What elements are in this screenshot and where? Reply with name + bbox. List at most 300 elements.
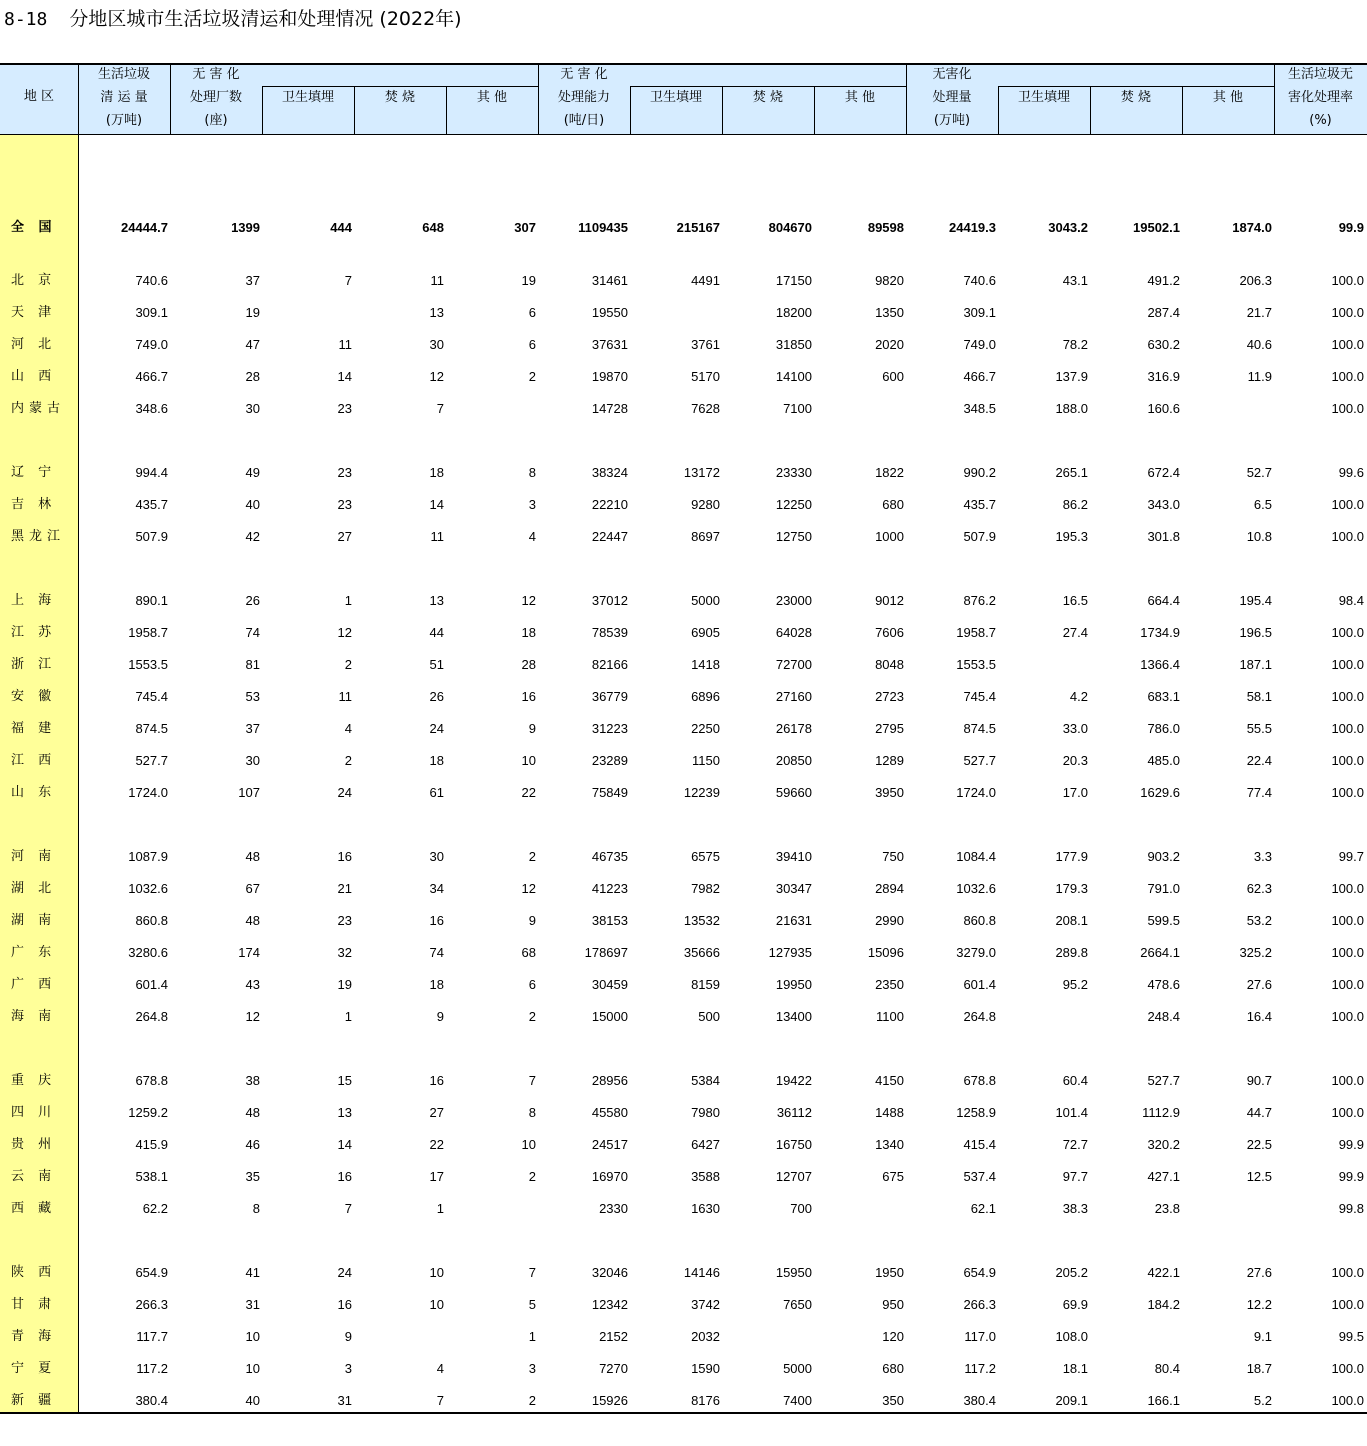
value-cell: 7980 <box>691 1105 720 1120</box>
header-capacity-incineration: 焚 烧 <box>752 90 784 105</box>
value-cell: 9012 <box>875 593 904 608</box>
value-cell: 316.9 <box>1147 369 1180 384</box>
value-cell: 15926 <box>591 1393 628 1408</box>
value-cell: 100.0 <box>1331 1361 1364 1376</box>
value-cell: 16 <box>337 1169 352 1184</box>
value-cell: 43 <box>245 977 260 992</box>
value-cell: 108.0 <box>1055 1329 1088 1344</box>
value-cell: 21631 <box>775 913 812 928</box>
value-cell: 23 <box>337 401 352 416</box>
value-cell: 1259.2 <box>128 1105 168 1120</box>
value-cell: 435.7 <box>963 497 996 512</box>
value-cell <box>1092 1321 1180 1353</box>
value-cell: 8 <box>528 1105 536 1120</box>
value-cell: 7 <box>344 273 352 288</box>
value-cell: 24419.3 <box>949 220 996 235</box>
value-cell: 2 <box>528 849 536 864</box>
header-rule <box>262 86 538 87</box>
value-cell: 2250 <box>691 721 720 736</box>
value-cell: 23289 <box>591 753 628 768</box>
value-cell: 30459 <box>591 977 628 992</box>
value-cell: 62.2 <box>142 1201 168 1216</box>
value-cell: 7400 <box>783 1393 812 1408</box>
value-cell: 51 <box>429 657 444 672</box>
value-cell: 527.7 <box>1147 1073 1180 1088</box>
value-cell: 664.4 <box>1147 593 1180 608</box>
value-cell: 654.9 <box>963 1265 996 1280</box>
value-cell: 8159 <box>691 977 720 992</box>
value-cell: 6905 <box>691 625 720 640</box>
value-cell: 18 <box>429 465 444 480</box>
header-plants-landfill: 卫生填埋 <box>281 90 334 105</box>
value-cell: 24 <box>429 721 444 736</box>
value-cell: 12.5 <box>1246 1169 1272 1184</box>
value-cell: 10 <box>429 1297 444 1312</box>
value-cell <box>816 1193 904 1225</box>
value-cell: 99.8 <box>1338 1201 1364 1216</box>
value-cell: 14146 <box>683 1265 720 1280</box>
value-cell: 10 <box>429 1265 444 1280</box>
value-cell: 380.4 <box>963 1393 996 1408</box>
value-cell: 7628 <box>691 401 720 416</box>
value-cell: 27.6 <box>1246 1265 1272 1280</box>
table-row <box>0 1257 1367 1289</box>
value-cell: 16 <box>337 1297 352 1312</box>
value-cell: 1958.7 <box>956 625 996 640</box>
value-cell: 37 <box>245 721 260 736</box>
value-cell: 1032.6 <box>128 881 168 896</box>
table-row <box>0 1065 1367 1097</box>
value-cell: 678.8 <box>963 1073 996 1088</box>
value-cell: 62.1 <box>970 1201 996 1216</box>
value-cell: 19550 <box>591 305 628 320</box>
value-cell: 100.0 <box>1331 625 1364 640</box>
table-row <box>0 841 1367 873</box>
header-capacity-other: 其 他 <box>844 90 876 105</box>
value-cell: 36112 <box>776 1105 812 1120</box>
value-cell: 44.7 <box>1246 1105 1272 1120</box>
value-cell: 174 <box>238 945 260 960</box>
value-cell: 325.2 <box>1239 945 1272 960</box>
value-cell: 2723 <box>875 689 904 704</box>
value-cell: 78539 <box>591 625 628 640</box>
value-cell: 507.9 <box>135 529 168 544</box>
header-capacity-landfill: 卫生填埋 <box>649 90 702 105</box>
value-cell: 1950 <box>875 1265 904 1280</box>
value-cell: 950 <box>882 1297 904 1312</box>
region-name: 北 京 <box>11 273 57 288</box>
value-cell: 4150 <box>875 1073 904 1088</box>
table-row <box>0 1193 1367 1225</box>
value-cell: 903.2 <box>1147 849 1180 864</box>
value-cell: 2330 <box>599 1201 628 1216</box>
value-cell: 38.3 <box>1062 1201 1088 1216</box>
region-name: 江 西 <box>11 753 57 768</box>
table-code: 8-18 <box>4 9 48 30</box>
value-cell: 5000 <box>783 1361 812 1376</box>
value-cell: 100.0 <box>1331 305 1364 320</box>
header-capacity-unit: (吨/日) <box>563 113 605 128</box>
value-cell: 40 <box>245 497 260 512</box>
value-cell: 19 <box>245 305 260 320</box>
value-cell: 16 <box>521 689 536 704</box>
value-cell: 2 <box>528 1169 536 1184</box>
value-cell: 264.8 <box>963 1009 996 1024</box>
value-cell: 17 <box>429 1169 444 1184</box>
value-cell: 2 <box>344 753 352 768</box>
value-cell: 16 <box>429 913 444 928</box>
value-cell: 30 <box>245 753 260 768</box>
value-cell: 491.2 <box>1147 273 1180 288</box>
value-cell: 33.0 <box>1062 721 1088 736</box>
header-amount-other: 其 他 <box>1212 90 1244 105</box>
value-cell: 750 <box>882 849 904 864</box>
value-cell: 648 <box>422 220 444 235</box>
value-cell: 21.7 <box>1246 305 1272 320</box>
header-plants-other: 其 他 <box>476 90 508 105</box>
value-cell: 17.0 <box>1062 785 1088 800</box>
value-cell: 1258.9 <box>956 1105 996 1120</box>
header-amount-incineration: 焚 烧 <box>1120 90 1152 105</box>
value-cell: 287.4 <box>1147 305 1180 320</box>
value-cell: 166.1 <box>1147 1393 1180 1408</box>
value-cell: 38324 <box>591 465 628 480</box>
value-cell: 23 <box>337 497 352 512</box>
table-row <box>0 457 1367 489</box>
value-cell: 19422 <box>775 1073 812 1088</box>
region-name: 浙 江 <box>11 657 57 672</box>
value-cell: 601.4 <box>963 977 996 992</box>
value-cell: 309.1 <box>963 305 996 320</box>
value-cell: 1032.6 <box>956 881 996 896</box>
value-cell: 6896 <box>691 689 720 704</box>
value-cell: 599.5 <box>1147 913 1180 928</box>
value-cell: 1000 <box>875 529 904 544</box>
value-cell: 100.0 <box>1331 273 1364 288</box>
value-cell: 6575 <box>691 849 720 864</box>
value-cell: 6.5 <box>1253 497 1272 512</box>
value-cell: 20.3 <box>1062 753 1088 768</box>
value-cell: 100.0 <box>1331 369 1364 384</box>
value-cell: 208.1 <box>1055 913 1088 928</box>
value-cell: 1629.6 <box>1140 785 1180 800</box>
value-cell: 23.8 <box>1154 1201 1180 1216</box>
value-cell: 791.0 <box>1147 881 1180 896</box>
region-name: 福 建 <box>11 721 57 736</box>
value-cell: 100.0 <box>1331 1009 1364 1024</box>
region-name: 河 南 <box>11 849 57 864</box>
value-cell: 7 <box>344 1201 352 1216</box>
value-cell: 99.9 <box>1338 220 1364 235</box>
bottom-rule <box>0 1412 1367 1414</box>
value-cell: 1150 <box>692 753 720 768</box>
value-cell: 6 <box>528 337 536 352</box>
value-cell: 117.2 <box>136 1361 168 1376</box>
value-cell: 27 <box>337 529 352 544</box>
value-cell: 12250 <box>775 497 812 512</box>
value-cell: 16970 <box>591 1169 628 1184</box>
table-row <box>0 777 1367 809</box>
value-cell: 16 <box>337 849 352 864</box>
value-cell: 745.4 <box>135 689 168 704</box>
value-cell: 74 <box>429 945 444 960</box>
value-cell: 184.2 <box>1147 1297 1180 1312</box>
value-cell: 9 <box>528 913 536 928</box>
region-name: 云 南 <box>11 1169 57 1184</box>
value-cell: 64028 <box>775 625 812 640</box>
value-cell: 1 <box>344 593 352 608</box>
value-cell: 527.7 <box>135 753 168 768</box>
value-cell: 7 <box>436 1393 444 1408</box>
value-cell <box>356 1321 444 1353</box>
value-cell: 3 <box>344 1361 352 1376</box>
value-cell: 117.2 <box>964 1361 996 1376</box>
value-cell: 1 <box>344 1009 352 1024</box>
value-cell: 7606 <box>875 625 904 640</box>
value-cell: 43.1 <box>1062 273 1088 288</box>
value-cell: 9.1 <box>1253 1329 1272 1344</box>
value-cell: 53 <box>245 689 260 704</box>
value-cell: 101.4 <box>1055 1105 1088 1120</box>
value-cell: 415.9 <box>135 1137 168 1152</box>
value-cell: 466.7 <box>135 369 168 384</box>
value-cell: 3043.2 <box>1048 220 1088 235</box>
value-cell: 1488 <box>875 1105 904 1120</box>
table-row <box>0 1321 1367 1353</box>
value-cell: 107 <box>238 785 260 800</box>
value-cell <box>1000 649 1088 681</box>
value-cell: 786.0 <box>1147 721 1180 736</box>
value-cell: 1553.5 <box>956 657 996 672</box>
value-cell: 13532 <box>683 913 720 928</box>
value-cell: 187.1 <box>1239 657 1272 672</box>
value-cell: 22210 <box>591 497 628 512</box>
value-cell: 74 <box>245 625 260 640</box>
region-name: 贵 州 <box>11 1137 57 1152</box>
value-cell: 90.7 <box>1246 1073 1272 1088</box>
table-row <box>0 521 1367 553</box>
value-cell: 117.7 <box>136 1329 168 1344</box>
value-cell: 5000 <box>691 593 720 608</box>
value-cell: 23 <box>337 465 352 480</box>
value-cell <box>1184 1193 1272 1225</box>
region-name: 江 苏 <box>11 625 57 640</box>
value-cell: 195.4 <box>1239 593 1272 608</box>
value-cell: 2 <box>344 657 352 672</box>
value-cell: 22.5 <box>1246 1137 1272 1152</box>
data-table <box>0 63 1367 1415</box>
value-cell: 478.6 <box>1147 977 1180 992</box>
region-name: 吉 林 <box>11 497 57 512</box>
value-cell: 307 <box>514 220 536 235</box>
value-cell: 11 <box>430 273 444 288</box>
value-cell <box>724 1321 812 1353</box>
value-cell: 2 <box>528 1393 536 1408</box>
value-cell: 46 <box>245 1137 260 1152</box>
value-cell: 1418 <box>691 657 720 672</box>
value-cell: 48 <box>245 849 260 864</box>
value-cell: 30347 <box>775 881 812 896</box>
value-cell: 444 <box>330 220 352 235</box>
value-cell: 22 <box>429 1137 444 1152</box>
value-cell: 876.2 <box>963 593 996 608</box>
value-cell: 17150 <box>775 273 812 288</box>
region-name: 辽 宁 <box>11 465 57 480</box>
value-cell: 320.2 <box>1147 1137 1180 1152</box>
value-cell: 680 <box>882 1361 904 1376</box>
header-capacity-line2: 处理能力 <box>557 90 610 105</box>
header-amount-line1: 无害化 <box>932 67 972 82</box>
value-cell: 68 <box>521 945 536 960</box>
region-name: 山 东 <box>11 785 57 800</box>
value-cell: 160.6 <box>1147 401 1180 416</box>
value-cell: 18 <box>521 625 536 640</box>
value-cell: 4 <box>344 721 352 736</box>
value-cell: 678.8 <box>135 1073 168 1088</box>
value-cell: 100.0 <box>1331 401 1364 416</box>
value-cell <box>264 297 352 329</box>
value-cell: 127935 <box>768 945 812 960</box>
value-cell: 99.5 <box>1338 1329 1364 1344</box>
value-cell: 14 <box>429 497 444 512</box>
table-row <box>0 297 1367 329</box>
value-cell: 15 <box>337 1073 352 1088</box>
value-cell <box>632 297 720 329</box>
value-cell: 350 <box>882 1393 904 1408</box>
value-cell: 38153 <box>591 913 628 928</box>
value-cell: 11 <box>338 337 352 352</box>
value-cell: 95.2 <box>1062 977 1088 992</box>
value-cell: 1289 <box>875 753 904 768</box>
value-cell: 99.9 <box>1338 1137 1364 1152</box>
value-cell: 53.2 <box>1246 913 1272 928</box>
value-cell: 7650 <box>783 1297 812 1312</box>
value-cell: 67 <box>245 881 260 896</box>
value-cell: 46735 <box>591 849 628 864</box>
value-cell: 97.7 <box>1062 1169 1088 1184</box>
value-cell: 18 <box>429 753 444 768</box>
header-capacity-line1: 无 害 化 <box>560 67 608 82</box>
value-cell: 14728 <box>591 401 628 416</box>
value-cell: 5 <box>528 1297 536 1312</box>
value-cell: 48 <box>245 913 260 928</box>
value-cell: 60.4 <box>1062 1073 1088 1088</box>
value-cell: 265.1 <box>1055 465 1088 480</box>
value-cell <box>448 1193 536 1225</box>
value-cell: 55.5 <box>1246 721 1272 736</box>
value-cell: 2 <box>528 1009 536 1024</box>
value-cell: 86.2 <box>1062 497 1088 512</box>
value-cell: 427.1 <box>1147 1169 1180 1184</box>
value-cell: 3742 <box>691 1297 720 1312</box>
value-cell: 3761 <box>691 337 720 352</box>
value-cell: 14100 <box>775 369 812 384</box>
value-cell: 27.4 <box>1062 625 1088 640</box>
region-name: 全 国 <box>11 220 57 235</box>
value-cell: 2 <box>528 369 536 384</box>
region-name: 甘 肃 <box>11 1297 57 1312</box>
value-cell: 9820 <box>875 273 904 288</box>
value-cell: 28 <box>245 369 260 384</box>
value-cell: 31461 <box>591 273 628 288</box>
value-cell: 100.0 <box>1331 337 1364 352</box>
value-cell: 343.0 <box>1147 497 1180 512</box>
value-cell: 309.1 <box>135 305 168 320</box>
value-cell: 72700 <box>775 657 812 672</box>
value-cell: 2664.1 <box>1140 945 1180 960</box>
table-row <box>0 329 1367 361</box>
value-cell: 137.9 <box>1055 369 1088 384</box>
value-cell: 248.4 <box>1147 1009 1180 1024</box>
value-cell: 890.1 <box>135 593 168 608</box>
value-cell: 994.4 <box>135 465 168 480</box>
table-row <box>0 1129 1367 1161</box>
value-cell: 1112.9 <box>1142 1105 1180 1120</box>
value-cell: 61 <box>429 785 444 800</box>
value-cell: 100.0 <box>1331 753 1364 768</box>
header-rule <box>630 86 906 87</box>
table-row <box>0 265 1367 297</box>
value-cell: 18 <box>429 977 444 992</box>
table-row <box>0 649 1367 681</box>
header-amount-line2: 处理量 <box>932 90 972 105</box>
value-cell: 5.2 <box>1253 1393 1272 1408</box>
region-name: 陕 西 <box>11 1265 57 1280</box>
value-cell: 22.4 <box>1246 753 1272 768</box>
value-cell: 100.0 <box>1331 1073 1364 1088</box>
value-cell: 31850 <box>775 337 812 352</box>
value-cell: 12342 <box>591 1297 628 1312</box>
value-cell <box>448 393 536 425</box>
value-cell: 98.4 <box>1338 593 1364 608</box>
table-title <box>4 4 462 34</box>
value-cell: 749.0 <box>135 337 168 352</box>
value-cell: 654.9 <box>135 1265 168 1280</box>
value-cell: 8176 <box>691 1393 720 1408</box>
header-volume-unit: (万吨) <box>105 113 143 128</box>
value-cell: 178697 <box>584 945 628 960</box>
value-cell: 9 <box>344 1329 352 1344</box>
value-cell: 48 <box>245 1105 260 1120</box>
value-cell: 1350 <box>875 305 904 320</box>
value-cell: 80.4 <box>1154 1361 1180 1376</box>
value-cell: 38 <box>245 1073 260 1088</box>
value-cell: 12 <box>245 1009 260 1024</box>
value-cell: 630.2 <box>1147 337 1180 352</box>
value-cell: 990.2 <box>963 465 996 480</box>
region-name: 黑龙江 <box>11 529 66 544</box>
value-cell: 1399 <box>231 220 260 235</box>
value-cell: 31 <box>245 1297 260 1312</box>
table-row <box>0 681 1367 713</box>
value-cell: 4 <box>436 1361 444 1376</box>
table-row <box>0 1097 1367 1129</box>
value-cell: 44 <box>429 625 444 640</box>
value-cell: 209.1 <box>1055 1393 1088 1408</box>
value-cell: 4.2 <box>1069 689 1088 704</box>
value-cell: 7 <box>528 1265 536 1280</box>
value-cell: 1734.9 <box>1140 625 1180 640</box>
value-cell: 1340 <box>875 1137 904 1152</box>
value-cell <box>1184 393 1272 425</box>
value-cell: 35666 <box>683 945 720 960</box>
header-amount-unit: (万吨) <box>933 113 971 128</box>
value-cell: 8048 <box>875 657 904 672</box>
value-cell: 12750 <box>775 529 812 544</box>
value-cell: 206.3 <box>1239 273 1272 288</box>
region-name: 安 徽 <box>11 689 57 704</box>
value-cell: 740.6 <box>135 273 168 288</box>
